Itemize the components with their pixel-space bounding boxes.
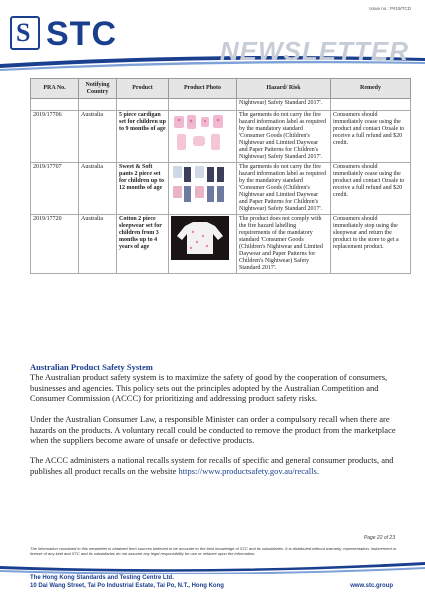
pants-set-photo [171, 164, 229, 208]
table-row [31, 111, 411, 163]
header-country: Notifying Country [79, 79, 117, 99]
paragraph-3 [30, 455, 400, 476]
product-name: Sweet & Soft pants 2 piece set for children up to 12 months of age [117, 163, 169, 215]
remedy-text: Consumers should immediately stop using the sleepwear and return the product to the store to get a replacement product. [331, 215, 411, 274]
sleepwear-photo [171, 216, 229, 260]
footer-website-link[interactable]: www.stc.group [350, 583, 393, 589]
header-pra-no: PRA No. [31, 79, 79, 99]
product-name: Cotton 2 piece sleepwear set for children from 3 months up to 4 years of age [117, 215, 169, 274]
paragraph-3-text: The ACCC administers a national recalls system for recalls of specific and general consumer products, and publishes all product recalls on the website [30, 455, 394, 476]
cardigan-set-photo [171, 112, 229, 156]
header-remedy: Remedy [331, 79, 411, 99]
table-row-continuation [31, 99, 411, 111]
newsletter-header [0, 10, 425, 68]
pra-number: 2019/17706 [31, 111, 79, 163]
issue-number: Issue no.: P#19/TCD [369, 6, 411, 11]
hazard-text: The garments do not carry the fire hazard information label as required by the mandatory standard 'Consumer Goods (Children's Nightwear and Limited Daywear and Paper Patterns for Children's Nightwear) Safety Standard 2017'. [237, 163, 331, 215]
section-title: Australian Product Safety System [30, 362, 153, 372]
product-name: 5 piece cardigan set for children up to 9 months of age [117, 111, 169, 163]
remedy-text: Consumers should immediately cease using the product and contact Ozsale to receive a full refund and $20 credit. [331, 163, 411, 215]
remedy-text: Consumers should immediately cease using the product and contact Ozsale to receive a full refund and $20 credit. [331, 111, 411, 163]
footer-swoosh [0, 560, 425, 574]
footer-address: 10 Dai Wang Street, Tai Po Industrial Estate, Tai Po, N.T., Hong Kong [30, 583, 224, 589]
table-row [31, 215, 411, 274]
paragraph-1: The Australian product safety system is to maximize the safety of good by the cooperation of consumers, businesses and agencies. This policy sets out the principles adopted by the Australian Competition and Consumer Commission (ACCC) for prioritizing and addressing product safety risks. [30, 372, 388, 403]
hazard-text: The product does not comply with the fire hazard labelling requirements of the mandatory standard 'Consumer Goods (Children's Nightwear and Limited Daywear and Paper Patterns for Children's Nightwear) Safety Standard 2017'. [237, 215, 331, 274]
country: Australia [79, 111, 117, 163]
product-photo-cell [169, 111, 237, 163]
table-row [31, 163, 411, 215]
hazard-text: The garments do not carry the fire hazard information label as required by the mandatory standard 'Consumer Goods (Children's Nightwear and Limited Daywear and Paper Patterns for Children's Nightwear) Safety Standard 2017'. [237, 111, 331, 163]
header-product: Product [117, 79, 169, 99]
footer [0, 560, 425, 600]
recall-table [30, 78, 410, 274]
recalls-link[interactable]: https://www.productsafety.gov.au/recalls [178, 465, 317, 476]
footer-company: The Hong Kong Standards and Testing Centre Ltd. [30, 575, 174, 581]
header-hazard: Hazard/ Risk [237, 79, 331, 99]
disclaimer: The information contained in this newsletter is obtained from sources believed to be accurate to the best knowledge of STC and its subsidiaries. It is distributed without warranty, representation, inducement or license of any kind and STC and its subsidiaries do not assume any legal responsibility for use or reliance upon the information. [30, 546, 397, 556]
product-photo-cell [169, 215, 237, 274]
country: Australia [79, 215, 117, 274]
stc-logo [10, 15, 117, 53]
country: Australia [79, 163, 117, 215]
paragraph-2: Under the Australian Consumer Law, a responsible Minister can order a compulsory recall when there are hazards on the products. A voluntary recall could be conducted to remove the product from the marketplace when the suppliers become aware of unsafe or defective products. [30, 414, 396, 445]
logo-mark-letter: S [16, 18, 31, 47]
pra-number: 2019/17720 [31, 215, 79, 274]
page-number: Page 22 of 23 [363, 535, 395, 541]
continuation-text: Nightwear) Safety Standard 2017'. [237, 99, 331, 111]
paragraph-3-end: . [316, 465, 319, 476]
header-photo: Product Photo [169, 79, 237, 99]
pra-number: 2019/17707 [31, 163, 79, 215]
logo-mark [10, 16, 40, 50]
newsletter-title: NEWSLETTER [219, 36, 409, 66]
product-photo-cell [169, 163, 237, 215]
logo-text: STC [46, 15, 117, 53]
